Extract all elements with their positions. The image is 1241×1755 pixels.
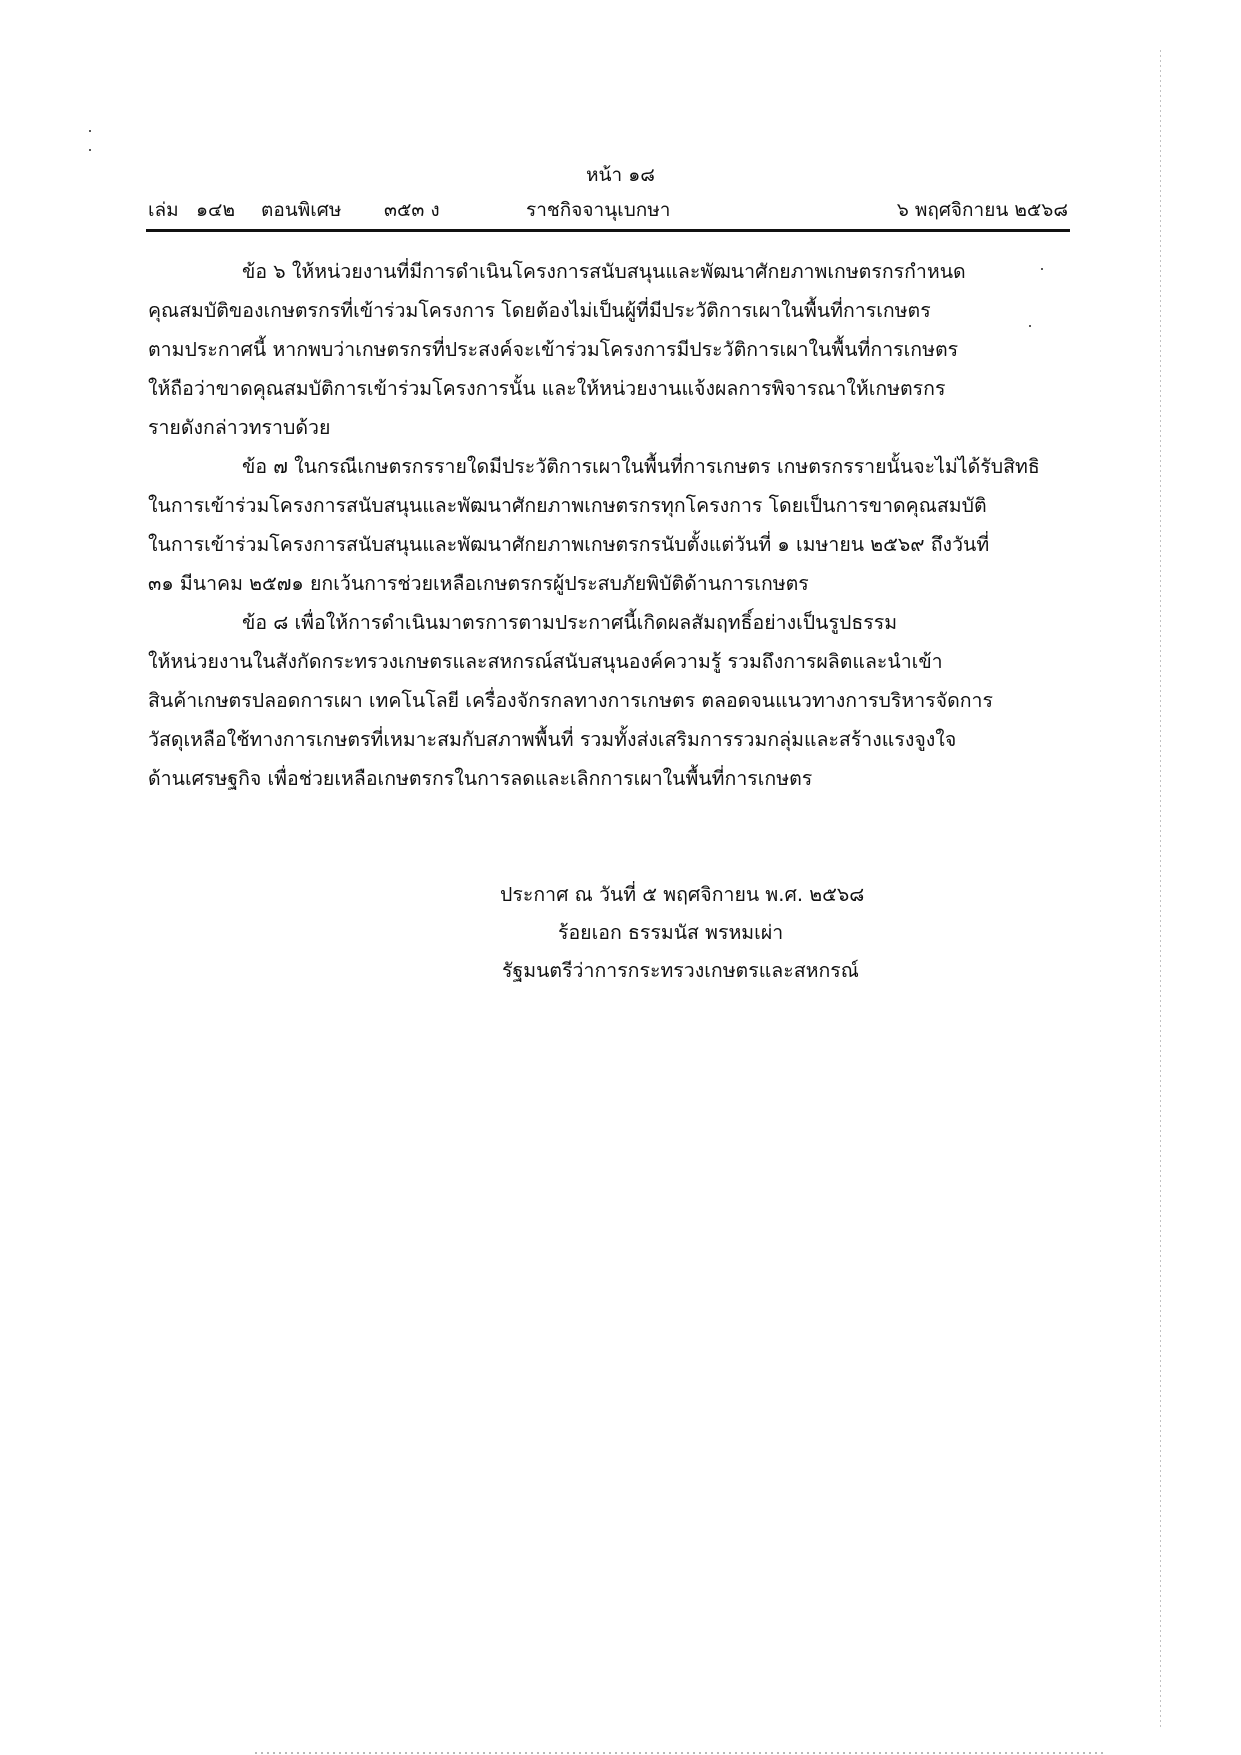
scan-speck bbox=[89, 130, 91, 132]
clause-line: ตามประกาศนี้ หากพบว่าเกษตรกรที่ประสงค์จะเข้าร่วมโครงการมีประวัติการเผาในพื้นที่การเกษตร bbox=[148, 338, 959, 361]
publication-name: ราชกิจจานุเบกษา bbox=[526, 199, 671, 221]
signature-block bbox=[390, 876, 990, 990]
scan-bottom-artifact bbox=[255, 1752, 1105, 1754]
clause-line: ให้ถือว่าขาดคุณสมบัติการเข้าร่วมโครงการนั้น และให้หน่วยงานแจ้งผลการพิจารณาให้เกษตรกร bbox=[148, 377, 946, 400]
clause-8 bbox=[148, 603, 1068, 798]
clause-line: ข้อ ๖ ให้หน่วยงานที่มีการดำเนินโครงการสนับสนุนและพัฒนาศักยภาพเกษตรกรกำหนด bbox=[242, 260, 966, 283]
issue-label: ตอนพิเศษ bbox=[261, 199, 342, 221]
scan-speck bbox=[89, 149, 91, 151]
clause-line: วัสดุเหลือใช้ทางการเกษตรที่เหมาะสมกับสภาพพื้นที่ รวมทั้งส่งเสริมการรวมกลุ่มและสร้างแรงจูงใจ bbox=[148, 728, 957, 751]
publication-date: ๖ พฤศจิกายน ๒๕๖๘ bbox=[896, 199, 1068, 221]
volume-number: ๑๔๒ bbox=[196, 199, 235, 221]
clause-line: ในการเข้าร่วมโครงการสนับสนุนและพัฒนาศักยภาพเกษตรกรทุกโครงการ โดยเป็นการขาดคุณสมบัติ bbox=[148, 494, 987, 517]
clause-line: คุณสมบัติของเกษตรกรที่เข้าร่วมโครงการ โดยต้องไม่เป็นผู้ที่มีประวัติการเผาในพื้นที่การเกษตร bbox=[148, 299, 931, 322]
page-number: หน้า ๑๘ bbox=[586, 164, 655, 186]
signatory-name: ร้อยเอก ธรรมนัส พรหมเผ่า bbox=[558, 921, 784, 944]
clause-line: ด้านเศรษฐกิจ เพื่อช่วยเหลือเกษตรกรในการลดและเลิกการเผาในพื้นที่การเกษตร bbox=[148, 767, 813, 790]
clause-line: รายดังกล่าวทราบด้วย bbox=[148, 416, 331, 439]
clause-6 bbox=[148, 252, 1068, 447]
document-body bbox=[148, 252, 1068, 798]
header-divider bbox=[146, 229, 1070, 232]
clause-line: ข้อ ๗ ในกรณีเกษตรกรรายใดมีประวัติการเผาในพื้นที่การเกษตร เกษตรกรรายนั้นจะไม่ได้รับสิทธิ bbox=[242, 455, 1040, 478]
clause-line: ข้อ ๘ เพื่อให้การดำเนินมาตรการตามประกาศนี้เกิดผลสัมฤทธิ์อย่างเป็นรูปธรรม bbox=[242, 611, 898, 634]
clause-7 bbox=[148, 447, 1068, 603]
volume-label: เล่ม bbox=[148, 199, 179, 221]
clause-line: ๓๑ มีนาคม ๒๕๗๑ ยกเว้นการช่วยเหลือเกษตรกรผู้ประสบภัยพิบัติด้านการเกษตร bbox=[148, 572, 809, 595]
clause-line: ให้หน่วยงานในสังกัดกระทรวงเกษตรและสหกรณ์สนับสนุนองค์ความรู้ รวมถึงการผลิตและนำเข้า bbox=[148, 650, 943, 673]
scan-edge-artifact bbox=[1160, 50, 1161, 1730]
signatory-title: รัฐมนตรีว่าการกระทรวงเกษตรและสหกรณ์ bbox=[502, 959, 859, 982]
clause-line: ในการเข้าร่วมโครงการสนับสนุนและพัฒนาศักยภาพเกษตรกรนับตั้งแต่วันที่ ๑ เมษายน ๒๕๖๙ ถึงวันที่ bbox=[148, 533, 990, 556]
gazette-header bbox=[148, 195, 1068, 225]
announcement-date: ประกาศ ณ วันที่ ๕ พฤศจิกายน พ.ศ. ๒๕๖๘ bbox=[500, 883, 865, 906]
issue-number: ๓๕๓ ง bbox=[384, 199, 440, 221]
clause-line: สินค้าเกษตรปลอดการเผา เทคโนโลยี เครื่องจักรกลทางการเกษตร ตลอดจนแนวทางการบริหารจัดการ bbox=[148, 689, 993, 712]
